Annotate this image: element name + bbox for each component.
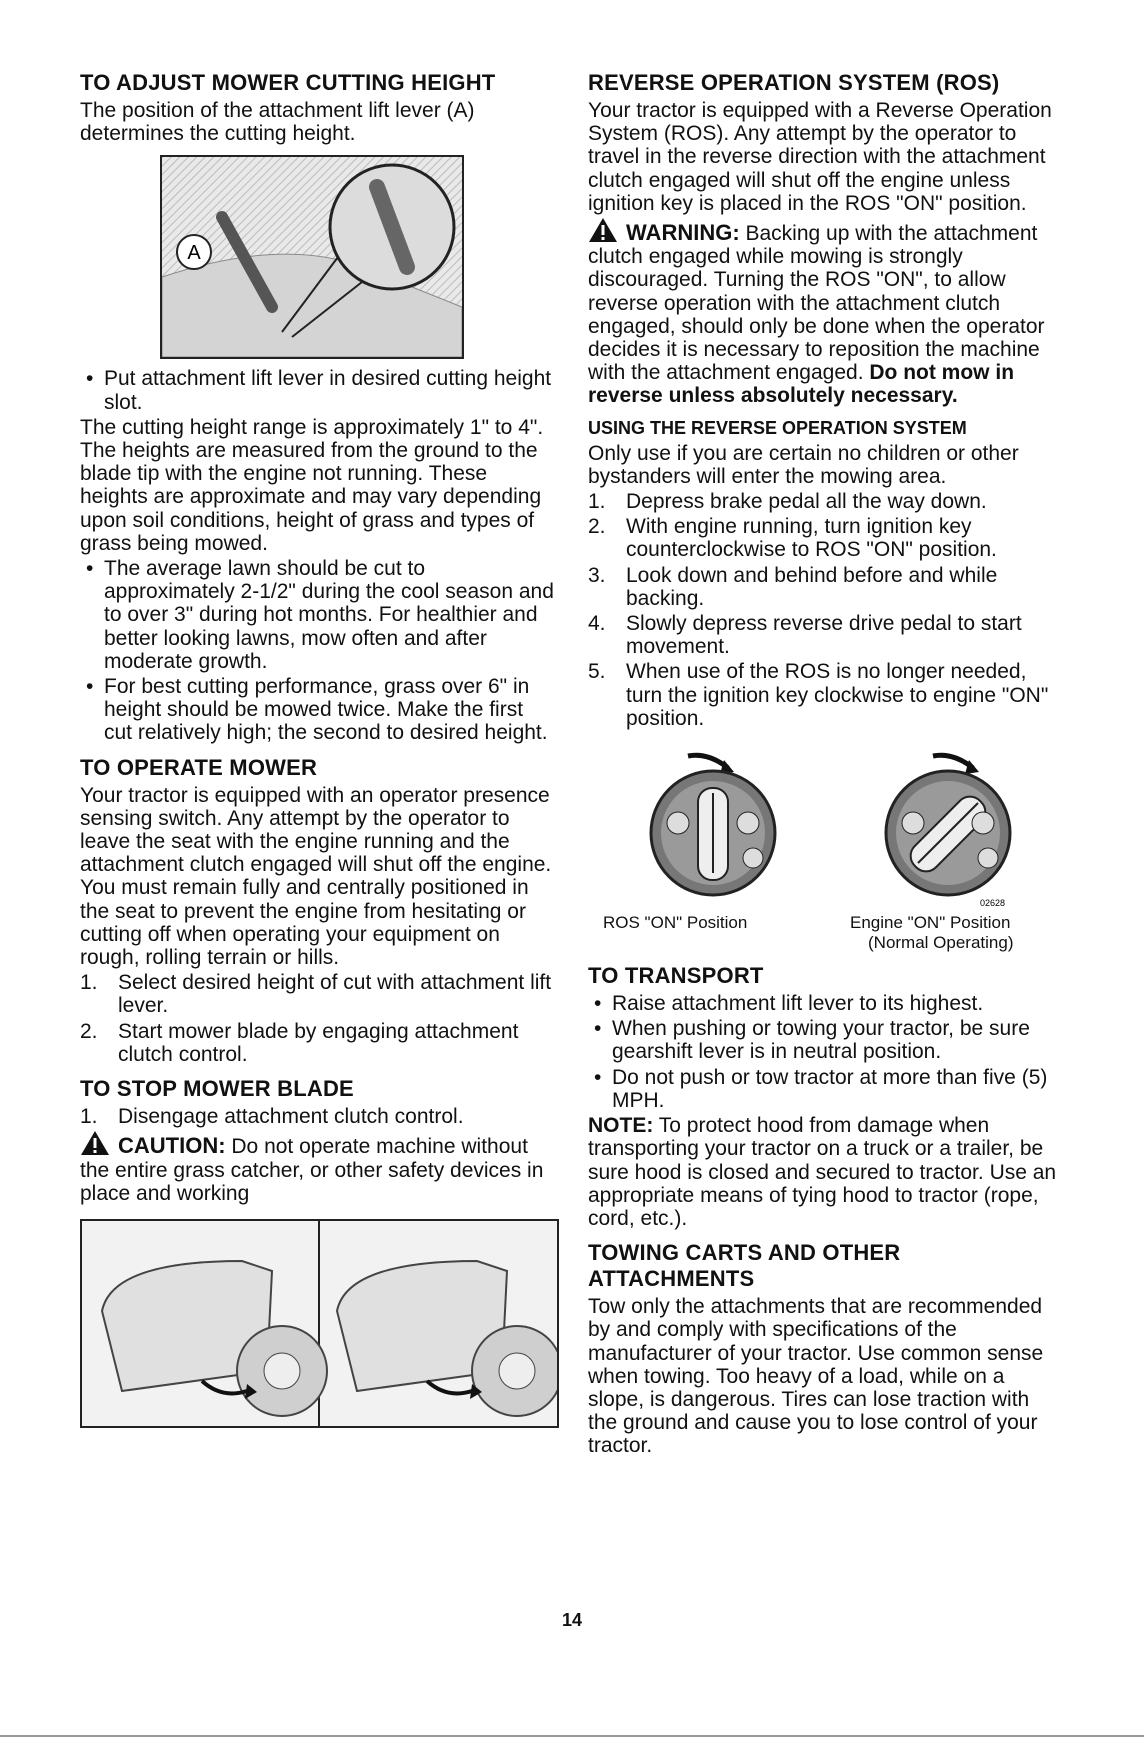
caption-ros-on: ROS "ON" Position — [603, 913, 748, 933]
warning-bold-text: Do not mow in reverse unless absolutely necessary. — [588, 361, 1015, 408]
page-number: 14 — [561, 1610, 583, 1630]
left-column — [80, 70, 555, 1428]
list-item: 4. Slowly depress reverse drive pedal to start movement. — [588, 612, 1022, 659]
using-ros-para: Only use if you are certain no children or other bystanders will enter the mowing area. — [588, 441, 1019, 488]
grass-catcher-illustration — [82, 1221, 557, 1426]
list-item: 2. Start mower blade by engaging attachment clutch control. — [80, 1019, 519, 1066]
bottom-rule — [0, 1735, 1144, 1737]
operate-heading: TO OPERATE MOWER — [80, 754, 318, 780]
list-item: 2. With engine running, turn ignition key counterclockwise to ROS "ON" position. — [588, 515, 997, 562]
warning-block — [588, 217, 1063, 408]
list-item: 1. Depress brake pedal all the way down. — [588, 490, 987, 514]
warning-label: WARNING: — [626, 220, 740, 246]
list-item: • Do not push or tow tractor at more than five (5) MPH. — [588, 1066, 1063, 1112]
figure-code: 02628 — [980, 898, 1006, 909]
operate-para: Your tractor is equipped with an operator presence sensing switch. Any attempt by the operator to leave the seat with the engine running and the attachment clutch engaged will shut off the engine. You must remain fully and centrally positioned in the seat to prevent the engine from hesitating or cutting off when operating your equipment on rough, rolling terrain or hills. — [80, 783, 552, 970]
transport-note — [588, 1114, 1063, 1230]
note-label: NOTE: — [588, 1114, 654, 1138]
adjust-bullets — [80, 367, 555, 413]
towing-heading: TOWING CARTS AND OTHER ATTACHMENTS — [588, 1240, 901, 1292]
caption-engine-on-sub: (Normal Operating) — [868, 933, 1014, 953]
lift-lever-illustration — [162, 157, 462, 357]
engine-on-switch — [886, 755, 1010, 895]
caution-label: CAUTION: — [118, 1133, 226, 1159]
caution-block — [80, 1130, 555, 1205]
note-text: To protect hood from damage when transporting your tractor on a truck or a trailer, be sure hood is closed and secured to tractor. Use an appropriate means of tying hood to tractor (rope, cord, etc.). — [588, 1114, 1057, 1230]
grass-catcher-figure — [80, 1219, 559, 1428]
adjust-intro: The position of the attachment lift lever (A) determines the cutting height. — [80, 99, 475, 146]
right-column — [588, 70, 1063, 1460]
figure-label-a: A — [187, 242, 201, 265]
list-item: 5. When use of the ROS is no longer needed, turn the ignition key clockwise to engine "ON" position. — [588, 660, 1049, 730]
transport-heading: TO TRANSPORT — [588, 963, 764, 989]
using-ros-heading: USING THE REVERSE OPERATION SYSTEM — [588, 417, 967, 438]
list-item: 3. Look down and behind before and while backing. — [588, 563, 998, 610]
caution-text: Do not operate machine without the entire grass catcher, or other safety devices in place and working — [80, 1135, 544, 1205]
adjust-heading: TO ADJUST MOWER CUTTING HEIGHT — [80, 70, 496, 95]
ignition-illustration — [588, 738, 1063, 908]
ros-heading: REVERSE OPERATION SYSTEM (ROS) — [588, 70, 1000, 95]
caption-engine-on: Engine "ON" Position — [850, 913, 1011, 933]
list-item: • For best cutting performance, grass over 6" in height should be mowed twice. Make the first cut relatively high; the second to desired height. — [80, 675, 555, 745]
ignition-figure — [588, 738, 1063, 953]
stop-heading: TO STOP MOWER BLADE — [80, 1076, 354, 1102]
warning-triangle-icon — [80, 1130, 110, 1156]
ros-on-switch — [651, 755, 775, 895]
warning-text: Backing up with the attachment clutch engaged while mowing is strongly discouraged. Turning the ROS "ON", to allow reverse operation with the attachment clutch engaged, should only be done when the operator decides it is necessary to reposition the machine with the attachment engaged. — [588, 222, 1045, 385]
towing-para: Tow only the attachments that are recommended by and comply with specifications of the manufacturer of your tractor. Use common sense when towing. Too heavy of a load, while on a slope, is dangerous. Tires can lose traction with the ground and cause you to lose control of your tractor. — [588, 1295, 1044, 1458]
warning-triangle-icon — [588, 217, 618, 243]
transport-bullets — [588, 992, 1063, 1112]
list-item: • Raise attachment lift lever to its highest. — [588, 992, 1063, 1015]
list-item: • The average lawn should be cut to approximately 2-1/2" during the cool season and to over 3" during hot months. For healthier and better looking lawns, mow often and after moderate growth. — [80, 557, 555, 673]
adjust-para: The cutting height range is approximately 1" to 4". The heights are measured from the ground to the blade tip with the engine not running. These heights are approximate and may vary depending upon soil conditions, height of grass and types of grass being mowed. — [80, 415, 544, 555]
stop-steps — [80, 1105, 555, 1128]
list-item: • When pushing or towing your tractor, be sure gearshift lever is in neutral position. — [588, 1017, 1063, 1063]
operate-steps — [80, 971, 555, 1066]
ros-para: Your tractor is equipped with a Reverse Operation System (ROS). Any attempt by the operator to travel in the reverse direction with the attachment clutch engaged will shut off the engine unless ignition key is placed in the ROS "ON" position. — [588, 99, 1052, 215]
using-ros-steps — [588, 490, 1063, 730]
lift-lever-figure — [160, 155, 464, 359]
list-item: • Put attachment lift lever in desired cutting height slot. — [80, 367, 555, 413]
list-item: 1. Disengage attachment clutch control. — [80, 1105, 464, 1129]
list-item: 1. Select desired height of cut with attachment lift lever. — [80, 971, 552, 1018]
adjust-bullets-2 — [80, 557, 555, 745]
